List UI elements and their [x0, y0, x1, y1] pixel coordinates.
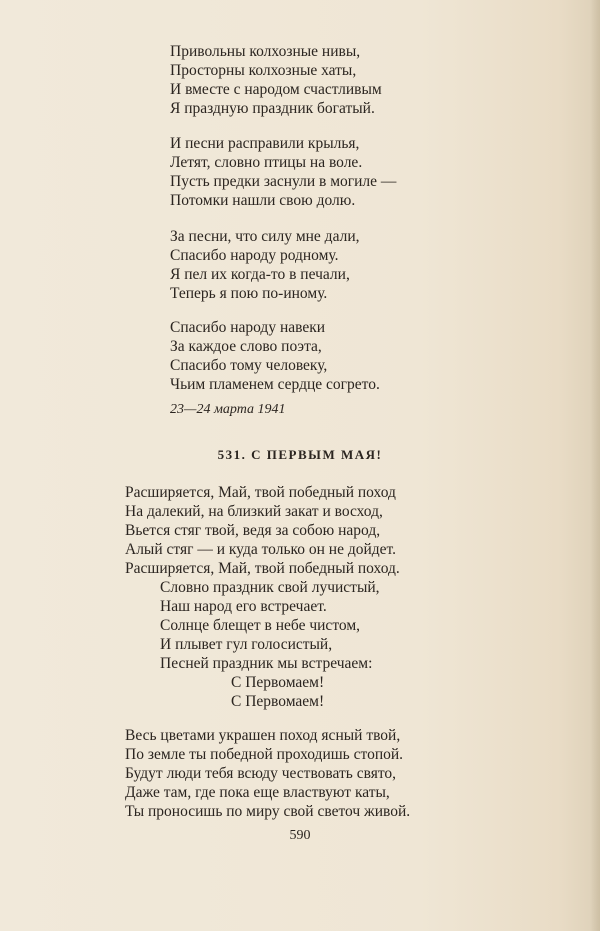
poem-line: Песней праздник мы встречаем:	[160, 655, 373, 672]
poem2-stanza-1-main	[125, 483, 400, 578]
poem-line: Расширяется, Май, твой победный поход.	[125, 560, 400, 577]
poem-line: И плывет гул голосистый,	[160, 636, 333, 653]
poem-line: Потомки нашли свою долю.	[170, 192, 356, 209]
poem-date: 23—24 марта 1941	[170, 402, 286, 417]
poem-line: И песни расправили крылья,	[170, 135, 360, 152]
poem-line: По земле ты победной проходишь стопой.	[125, 746, 404, 763]
poem-line: Пусть предки заснули в могиле —	[170, 173, 397, 190]
page-number: 590	[289, 828, 311, 843]
poem-line: С Первомаем!	[231, 693, 325, 710]
poem2-stanza-1-indented	[160, 578, 380, 673]
poem-line: И вместе с народом счастливым	[170, 81, 382, 98]
poem-line: Я пел их когда-то в печали,	[170, 266, 350, 283]
poem-line: Наш народ его встречает.	[160, 598, 327, 615]
poem-line: Спасибо народу родному.	[170, 247, 339, 264]
poem-line: Чьим пламенем сердце согрето.	[170, 376, 380, 393]
poem-line: Алый стяг — и куда только он не дойдет.	[125, 541, 397, 558]
poem1-stanza-2	[170, 134, 396, 210]
poem2-refrain	[231, 673, 324, 711]
poem-line: Теперь я пою по-иному.	[170, 285, 328, 302]
poem-line: Весь цветами украшен поход ясный твой,	[125, 727, 401, 744]
poem-line: Словно праздник свой лучистый,	[160, 579, 380, 596]
poem-line: Солнце блещет в небе чистом,	[160, 617, 361, 634]
poem-line: Даже там, где пока еще властвуют каты,	[125, 784, 390, 801]
poem1-stanza-1	[170, 42, 382, 118]
poem-line: Будут люди тебя всюду чествовать свято,	[125, 765, 397, 782]
poem1-stanza-4	[170, 318, 380, 394]
poem-line: За каждое слово поэта,	[170, 338, 322, 355]
poem-line: На далекий, на близкий закат и восход,	[125, 503, 383, 520]
poem-line: Спасибо тому человеку,	[170, 357, 328, 374]
poem-line: Вьется стяг твой, ведя за собою народ,	[125, 522, 381, 539]
poem-line: Спасибо народу навеки	[170, 319, 326, 336]
poem2-stanza-2	[125, 726, 410, 821]
poem-line: Я праздную праздник богатый.	[170, 100, 375, 117]
page-edge-shadow	[590, 0, 600, 931]
poem-line: Просторны колхозные хаты,	[170, 62, 357, 79]
poem-line: Ты проносишь по миру свой светоч живой.	[125, 803, 411, 820]
poem-line: За песни, что силу мне дали,	[170, 228, 360, 245]
poem-line: Расширяется, Май, твой победный поход	[125, 484, 396, 501]
poem-title: 531. С ПЕРВЫМ МАЯ!	[217, 447, 383, 462]
poem-line: С Первомаем!	[231, 674, 325, 691]
poem-line: Привольны колхозные нивы,	[170, 43, 361, 60]
poem1-stanza-3	[170, 227, 360, 303]
poem-line: Летят, словно птицы на воле.	[170, 154, 363, 171]
